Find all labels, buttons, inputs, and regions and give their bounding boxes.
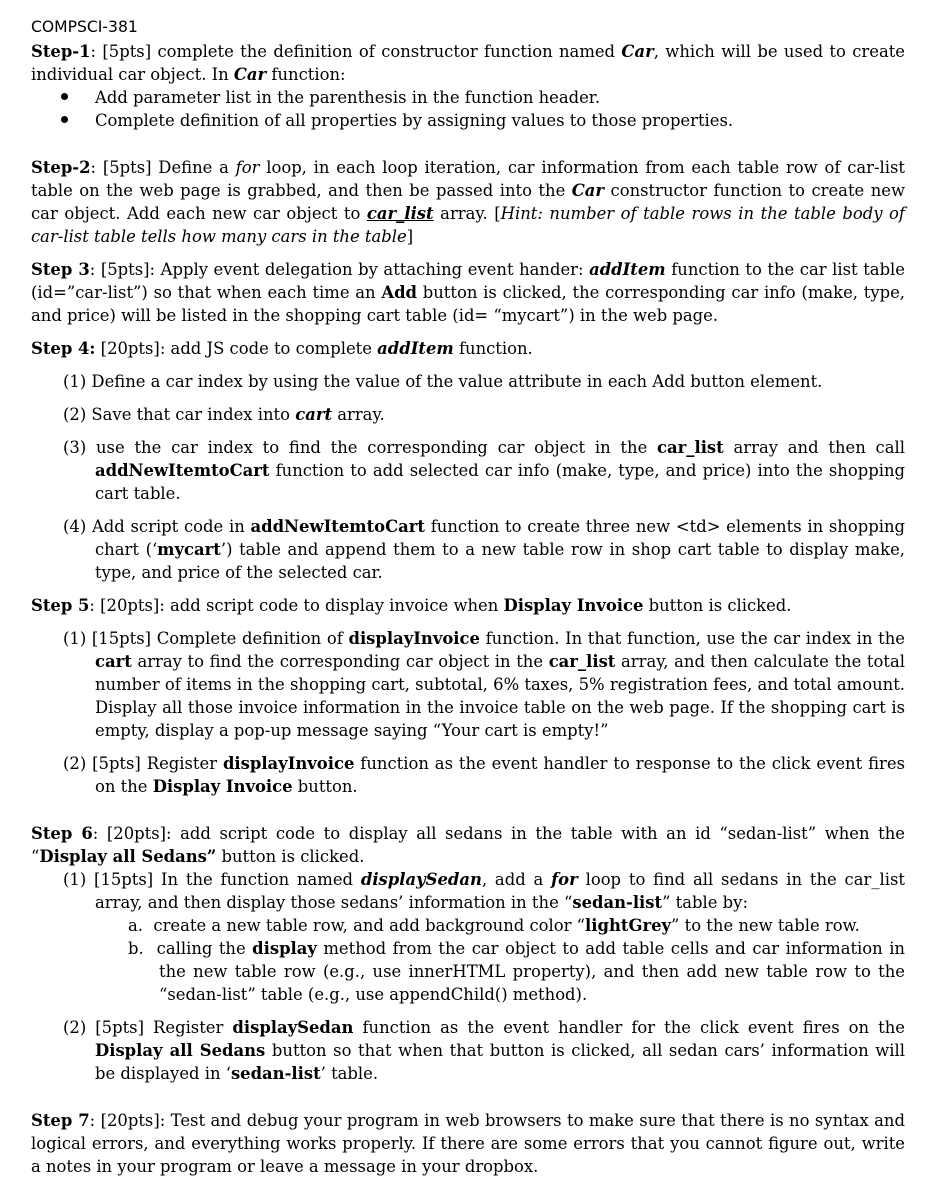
- step-4-item-1: (1) Define a car index by using the value of the value attribute in each Add button element.: [63, 372, 823, 391]
- step-3-label: Step 3: [31, 260, 90, 279]
- step-5-label: Step 5: [31, 596, 90, 615]
- step-6-item-1: (1) [15pts] In the function named displaySedan, add a for loop to find all sedans in the car_list array, and then display those sedans’ information in the “sedan-list” table by:: [63, 870, 905, 912]
- bullet-icon: [61, 93, 68, 100]
- step-6-sub-b: b. calling the display method from the car object to add table cells and car information in the new table row (e.g., use innerHTML property), and then add new table row to the “sedan-list” table (e.g., use appendChild() method).: [128, 939, 905, 1004]
- step-4-paragraph: Step 4: [20pts]: add JS code to complete addItem function.: [31, 339, 533, 358]
- bullet-icon: [61, 116, 68, 123]
- step-4-label: Step 4:: [31, 339, 96, 358]
- list-item: Add parameter list in the parenthesis in the function header.: [31, 86, 905, 109]
- step-5-item-2: (2) [5pts] Register displayInvoice function as the event handler to response to the click event fires on the Display Invoice button.: [63, 754, 905, 796]
- step-7-paragraph: Step 7: [20pts]: Test and debug your program in web browsers to make sure that there is no syntax and logical errors, and everything works properly. If there are some errors that you cannot figure out, write a notes in your program or leave a message in your dropbox.: [31, 1111, 905, 1176]
- list-item: Complete definition of all properties by assigning values to those properties.: [31, 109, 905, 132]
- step-2-label: Step-2: [31, 158, 91, 177]
- step-1-bullets: [31, 86, 905, 132]
- step-4-item-4: (4) Add script code in addNewItemtoCart function to create three new <td> elements in shopping chart (‘mycart’) table and append them to a new table row in shop cart table to display make, type, and price of the selected car.: [63, 517, 905, 582]
- step-1-label: Step-1: [31, 42, 91, 61]
- course-code: COMPSCI-381: [31, 18, 138, 36]
- step-4-item-2: (2) Save that car index into cart array.: [63, 405, 385, 424]
- step-6-paragraph: Step 6: [20pts]: add script code to display all sedans in the table with an id “sedan-list” when the “Display all Sedans” button is clicked.: [31, 824, 905, 866]
- step-5-item-1: (1) [15pts] Complete definition of displayInvoice function. In that function, use the car index in the cart array to find the corresponding car object in the car_list array, and then calculate the total number of items in the shopping cart, subtotal, 6% taxes, 5% registration fees, and total amount. Display all those invoice information in the invoice table on the web page. If the shopping cart is empty, display a pop-up message saying “Your cart is empty!”: [63, 629, 905, 740]
- step-4-item-3: (3) use the car index to find the corresponding car object in the car_list array and then call addNewItemtoCart function to add selected car info (make, type, and price) into the shopping cart table.: [63, 438, 905, 503]
- step-2-paragraph: Step-2: [5pts] Define a for loop, in each loop iteration, car information from each table row of car-list table on the web page is grabbed, and then be passed into the Car constructor function to create new car object. Add each new car object to car_list array. [Hint: number of table rows in the table body of car-list table tells how many cars in the table]: [31, 158, 905, 246]
- step-5-paragraph: Step 5: [20pts]: add script code to display invoice when Display Invoice button is clicked.: [31, 596, 792, 615]
- step-6-label: Step 6: [31, 824, 93, 843]
- step-1-paragraph: Step-1: [5pts] complete the definition of constructor function named Car, which will be used to create individual car object. In Car function:: [31, 42, 906, 84]
- step-3-paragraph: Step 3: [5pts]: Apply event delegation by attaching event hander: addItem function to the car list table (id=”car-list”) so that when each time an Add button is clicked, the corresponding car info (make, type, and price) will be listed in the shopping cart table (id= “mycart”) in the web page.: [31, 260, 905, 325]
- step-6-sub-a: a. create a new table row, and add background color “lightGrey” to the new table row.: [128, 916, 860, 935]
- step-7-label: Step 7: [31, 1111, 90, 1130]
- step-6-item-2: (2) [5pts] Register displaySedan function as the event handler for the click event fires on the Display all Sedans button so that when that button is clicked, all sedan cars’ information will be displayed in ‘sedan-list’ table.: [63, 1018, 906, 1083]
- document-page: [31, 16, 905, 1178]
